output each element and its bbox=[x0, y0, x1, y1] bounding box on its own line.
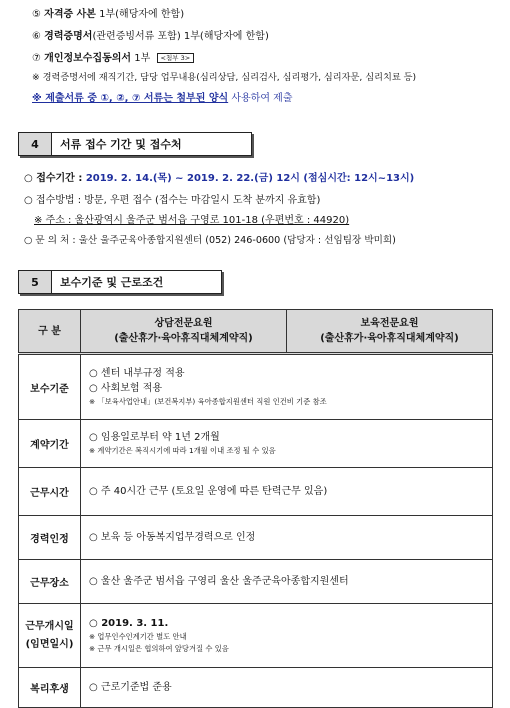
receipt-method: ○ 접수방법 : 방문, 우편 접수 (접수는 마감일시 도착 분까지 유효함) bbox=[24, 195, 321, 206]
table-row-pay bbox=[19, 354, 493, 420]
row-item: ○ 주 40시간 근무 (토요일 운영에 따른 탄력근무 있음) bbox=[89, 486, 328, 497]
receipt-inquiry: ○ 문 의 처 : 울산 울주군육아종합지원센터 (052) 246-0600 (담당자 : 선임팀장 박미희) bbox=[24, 235, 396, 246]
item-rest: 1부 bbox=[131, 53, 151, 64]
header-category: 구 분 bbox=[19, 310, 81, 354]
item-title: 개인정보수집동의서 bbox=[44, 53, 132, 64]
table-row-location bbox=[19, 560, 493, 604]
item-rest: (관련증빙서류 포함) 1부(해당자에 한함) bbox=[92, 31, 269, 42]
row-label: 복리후생 bbox=[19, 668, 81, 708]
table-row-contract bbox=[19, 420, 493, 468]
item-marker: ⑦ bbox=[32, 53, 41, 64]
row-item: ○ 울산 울주군 범서읍 구영리 울산 울주군육아종합지원센터 bbox=[89, 576, 349, 587]
table-row-welfare bbox=[19, 668, 493, 708]
row-label: 근무장소 bbox=[19, 560, 81, 604]
receipt-period-label: ○ 접수기간 : bbox=[24, 173, 86, 184]
section-number: 5 bbox=[18, 270, 52, 294]
item-title: 자격증 사본 bbox=[44, 9, 96, 20]
row-item: ○ 센터 내부규정 적용 bbox=[89, 368, 185, 379]
section-number: 4 bbox=[18, 132, 52, 156]
table-row-start-date bbox=[19, 604, 493, 668]
row-label-line2: (임면일시) bbox=[25, 638, 74, 650]
submission-note bbox=[32, 92, 292, 106]
row-content bbox=[81, 420, 493, 468]
row-item: ○ 2019. 3. 11. bbox=[89, 618, 169, 629]
row-label-line1: 근무개시일 bbox=[25, 620, 74, 632]
item-rest: 1부(해당자에 한함) bbox=[95, 9, 185, 20]
doc-item-7 bbox=[32, 52, 194, 66]
row-content bbox=[81, 668, 493, 708]
header-counselor bbox=[81, 310, 287, 354]
item-marker: ⑥ bbox=[32, 31, 41, 42]
table-header-row bbox=[19, 310, 493, 354]
attachment-tag: <첨부 3> bbox=[157, 53, 195, 63]
row-note: ※ 업무인수인계기간 별도 안내 bbox=[89, 632, 187, 641]
row-content bbox=[81, 354, 493, 420]
receipt-period bbox=[24, 172, 414, 186]
submission-note-prefix: ※ 제출서류 중 ①, ②, ⑦ 서류는 첨부된 양식 bbox=[32, 93, 229, 104]
item-marker: ⑤ bbox=[32, 9, 41, 20]
row-content bbox=[81, 468, 493, 516]
row-content bbox=[81, 604, 493, 668]
submission-note-suffix: 사용하여 제출 bbox=[228, 93, 293, 104]
header-counselor-title: 상담전문요원 bbox=[154, 318, 213, 329]
row-item: ○ 보육 등 아동복지업무경력으로 인정 bbox=[89, 532, 256, 543]
career-note: ※ 경력증명서에 재직기간, 담당 업무내용(심리상담, 심리검사, 심리평가, 심리자문, 심리치료 등) bbox=[32, 72, 417, 83]
header-counselor-sub: (출산휴가·육아휴직대체계약직) bbox=[114, 333, 253, 344]
row-note: ※ 계약기간은 복직시기에 따라 1개월 이내 조정 될 수 있음 bbox=[89, 446, 276, 455]
table-row-career bbox=[19, 516, 493, 560]
row-label: 경력인정 bbox=[19, 516, 81, 560]
table-row-hours bbox=[19, 468, 493, 516]
header-childcare-sub: (출산휴가·육아휴직대체계약직) bbox=[320, 333, 459, 344]
header-childcare-title: 보육전문요원 bbox=[360, 318, 419, 329]
doc-item-6 bbox=[32, 30, 269, 44]
row-label: 보수기준 bbox=[19, 354, 81, 420]
section-title: 보수기준 및 근로조건 bbox=[52, 270, 222, 294]
row-label bbox=[19, 604, 81, 668]
row-label: 근무시간 bbox=[19, 468, 81, 516]
row-item: ○ 임용일로부터 약 1년 2개월 bbox=[89, 432, 220, 443]
receipt-address: ※ 주소 : 울산광역시 울주군 범서읍 구영로 101-18 (우편번호 : 44920) bbox=[34, 215, 350, 226]
row-label: 계약기간 bbox=[19, 420, 81, 468]
section-title: 서류 접수 기간 및 접수처 bbox=[52, 132, 252, 156]
row-content bbox=[81, 560, 493, 604]
doc-item-5 bbox=[32, 8, 184, 22]
item-title: 경력증명서 bbox=[44, 31, 93, 42]
work-conditions-table bbox=[18, 309, 493, 708]
receipt-period-value: 2019. 2. 14.(목) ~ 2019. 2. 22.(금) 12시 (점심시간: 12시~13시) bbox=[85, 173, 415, 184]
row-item: ○ 근로기준법 준용 bbox=[89, 682, 172, 693]
section-5-header bbox=[18, 270, 222, 294]
row-note: ※ 근무 개시일은 협의하여 앞당겨질 수 있음 bbox=[89, 644, 229, 653]
section-4-header bbox=[18, 132, 252, 156]
row-item: ○ 사회보험 적용 bbox=[89, 383, 163, 394]
row-note: ※ 「보육사업안내」(보건복지부) 육아종합지원센터 직원 인건비 기준 참조 bbox=[89, 397, 327, 406]
row-content bbox=[81, 516, 493, 560]
header-childcare bbox=[287, 310, 493, 354]
